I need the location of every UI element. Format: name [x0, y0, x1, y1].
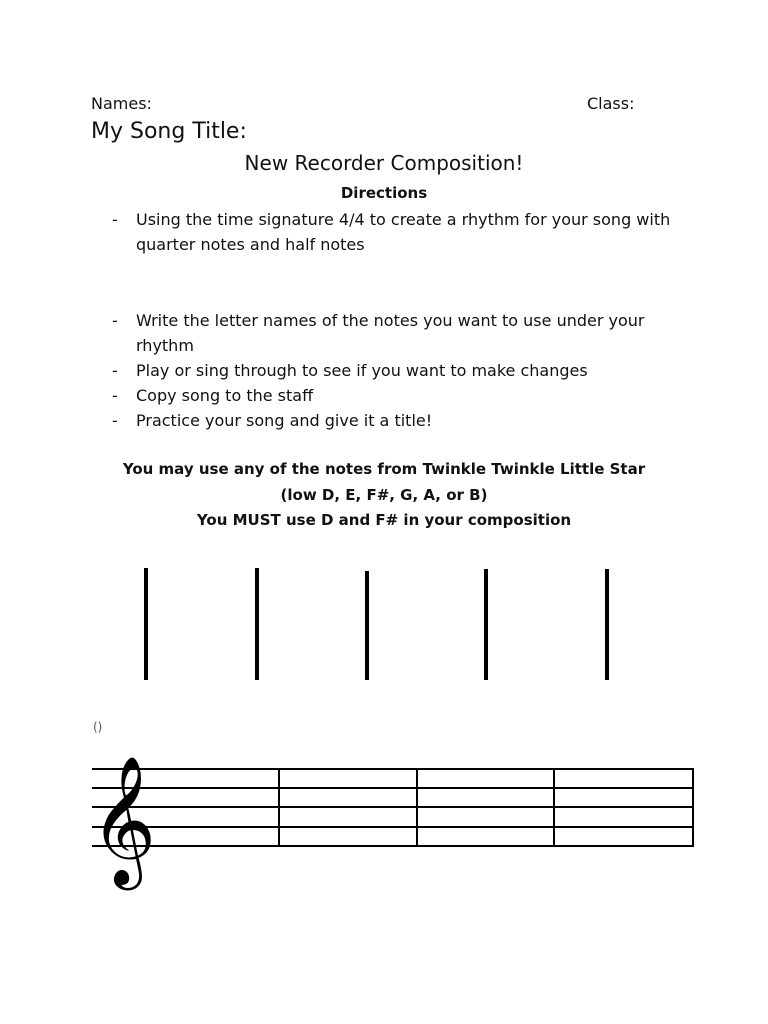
- direction-item: - Practice your song and give it a title!: [112, 408, 682, 433]
- directions-heading: Directions: [340, 184, 428, 202]
- direction-item: - Copy song to the staff: [112, 383, 682, 408]
- names-label: Names:: [91, 94, 152, 113]
- composition-title: New Recorder Composition!: [244, 151, 524, 175]
- notes-info-line-3: You MUST use D and F# in your composition: [196, 511, 572, 529]
- notes-info-line-1: You may use any of the notes from Twinkle Twinkle Little Star: [122, 460, 646, 478]
- direction-item: - Play or sing through to see if you want to make changes: [112, 358, 682, 383]
- direction-item: - Using the time signature 4/4 to create a rhythm for your song with quarter notes and half notes: [112, 207, 682, 257]
- direction-item: - Write the letter names of the notes you want to use under your rhythm: [112, 308, 682, 358]
- class-label: Class:: [587, 94, 635, 113]
- treble-clef-icon: 𝄞: [90, 755, 157, 885]
- song-title-label: My Song Title:: [91, 119, 247, 144]
- notes-info-line-2: (low D, E, F#, G, A, or B): [280, 486, 488, 504]
- staff-mark: (): [93, 720, 103, 734]
